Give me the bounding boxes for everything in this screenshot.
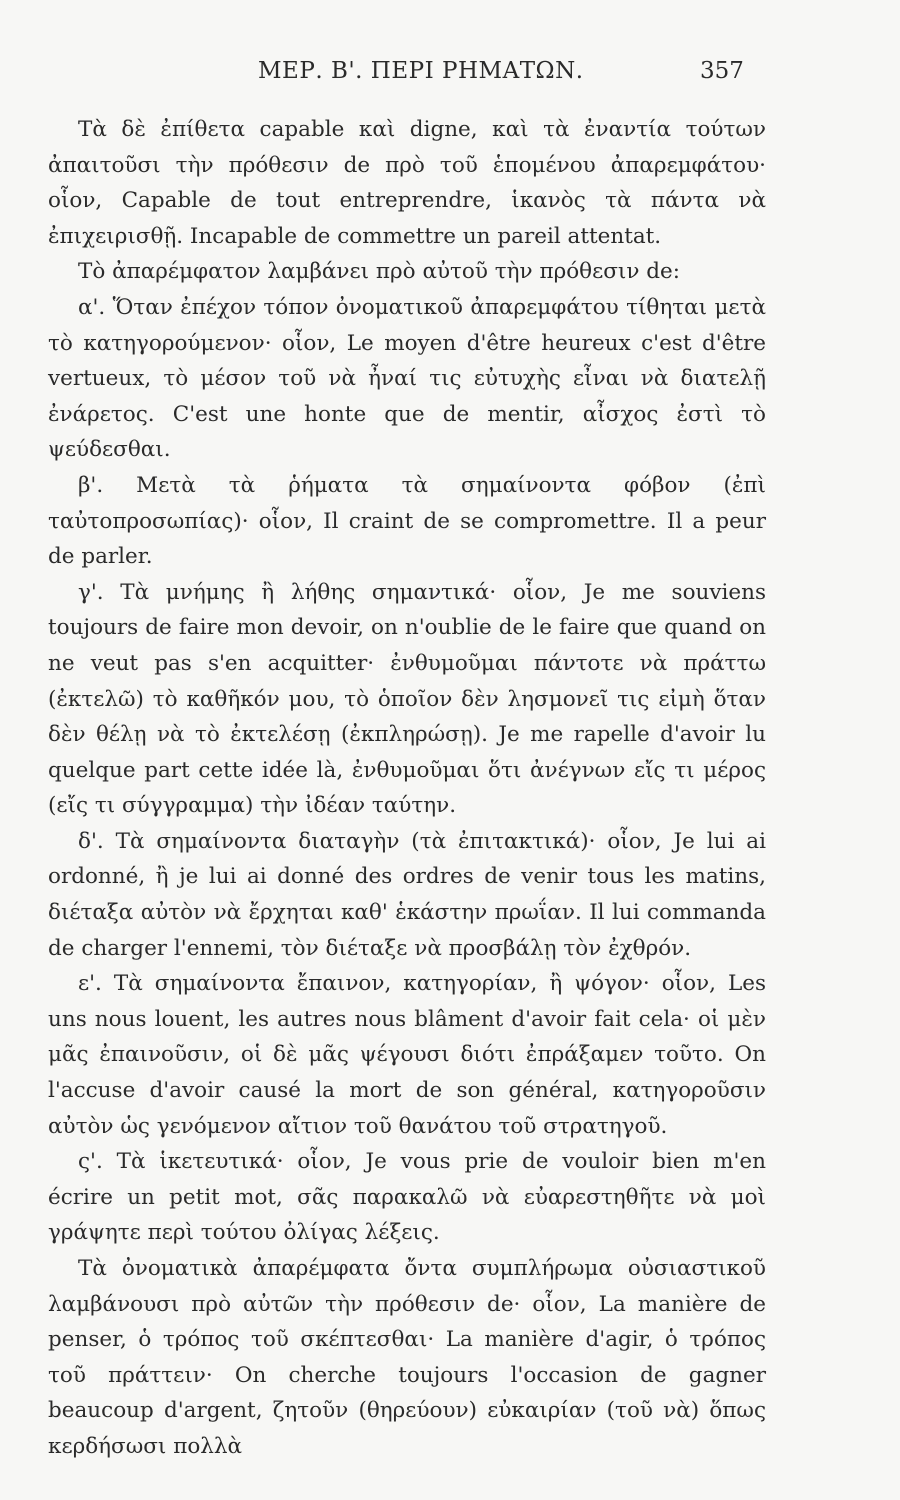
paragraph-adjectives: Τὰ δὲ ἐπίθετα capable καὶ digne, καὶ τὰ ἐναντία τούτων ἀπαιτοῦσι τὴν πρόθεσιν de πρὸ τοῦ ἑπομένου ἀπαρεμφάτου· οἷον, Capable de tout entreprendre, ἱκανὸς τὰ πάντα νὰ ἐπιχειρισθῇ. Incapable de commettre un pareil attentat. xyxy=(48,117,766,249)
page-header xyxy=(0,58,900,98)
rule-gamma: γ'. Τὰ μνήμης ἢ λήθης σημαντικά· οἷον, Je me souviens toujours de faire mon devoir, on n'oublie de le faire que quand on ne veut pas s'en acquitter· ἐνθυμοῦμαι πάντοτε νὰ πράττω (ἐκτελῶ) τὸ καθῆκόν μου, τὸ ὁποῖον δὲν λησμονεῖ τις εἰμὴ ὅταν δὲν θέλῃ νὰ τὸ ἐκτελέσῃ (ἐκπληρώσῃ). Je me rapelle d'avoir lu quelque part cette idée là, ἐνθυμοῦμαι ὅτι ἀνέγνων εἴς τι μέρος (εἴς τι σύγγραμμα) τὴν ἰδέαν ταύτην. xyxy=(48,579,766,819)
running-title: ΜΕΡ. Β'. ΠΕΡΙ ΡΗΜΑΤΩΝ. xyxy=(258,58,584,84)
rule-beta: β'. Μετὰ τὰ ῥήματα τὰ σημαίνοντα φόβον (ἐπὶ ταὐτοπροσωπίας)· οἷον, Il craint de se compromettre. Il a peur de parler. xyxy=(48,472,766,570)
paragraph-infinitive-intro: Τὸ ἀπαρέμφατον λαμβάνει πρὸ αὐτοῦ τὴν πρόθεσιν de: xyxy=(78,259,680,285)
rule-stigma: ς'. Τὰ ἱκετευτικά· οἷον, Je vous prie de vouloir bien m'en écrire un petit mot, σᾶς παρακαλῶ νὰ εὐαρεστηθῆτε νὰ μοὶ γράψητε περὶ τούτου ὀλίγας λέξεις. xyxy=(48,1149,766,1246)
body-text xyxy=(48,112,766,1465)
rule-epsilon: ε'. Τὰ σημαίνοντα ἔπαινον, κατηγορίαν, ἢ ψόγον· οἷον, Les uns nous louent, les autres nous blâment d'avoir fait cela· οἱ μὲν μᾶς ἐπαινοῦσιν, οἱ δὲ μᾶς ψέγουσι διότι ἐπράξαμεν τοῦτο. On l'accuse d'avoir causé la mort de son général, κατηγοροῦσιν αὐτὸν ὡς γενόμενον αἴτιον τοῦ θανάτου τοῦ στρατηγοῦ. xyxy=(48,971,766,1139)
rule-delta: δ'. Τὰ σημαίνοντα διαταγὴν (τὰ ἐπιτακτικά)· οἷον, Je lui ai ordonné, ἢ je lui ai donné des ordres de venir tous les matins, διέταξα αὐτὸν νὰ ἔρχηται καθ' ἑκάστην πρωΐαν. Il lui commanda de charger l'ennemi, τὸν διέταξε νὰ προσβάλῃ τὸν ἐχθρόν. xyxy=(48,828,766,961)
rule-alpha: α'. Ὅταν ἐπέχον τόπον ὀνοματικοῦ ἀπαρεμφάτου τίθηται μετὰ τὸ κατηγορούμενον· οἷον, Le moyen d'être heureux c'est d'être vertueux, τὸ μέσον τοῦ νὰ ἦναί τις εὐτυχὴς εἶναι νὰ διατελῇ ἐνάρετος. C'est une honte que de mentir, αἶσχος ἐστὶ τὸ ψεύδεσθαι. xyxy=(48,294,766,463)
paragraph-nominal-infinitives: Τὰ ὀνοματικὰ ἀπαρέμφατα ὄντα συμπλήρωμα οὐσιαστικοῦ λαμβάνουσι πρὸ αὐτῶν τὴν πρόθεσιν de· οἷον, La manière de penser, ὁ τρόπος τοῦ σκέπτεσθαι· La manière d'agir, ὁ τρόπος τοῦ πράττειν· On cherche toujours l'occasion de gagner beaucoup d'argent, ζητοῦν (θηρεύουν) εὐκαιρίαν (τοῦ νὰ) ὅπως κερδήσωσι πολλὰ xyxy=(48,1256,766,1459)
page-number: 357 xyxy=(700,58,744,84)
